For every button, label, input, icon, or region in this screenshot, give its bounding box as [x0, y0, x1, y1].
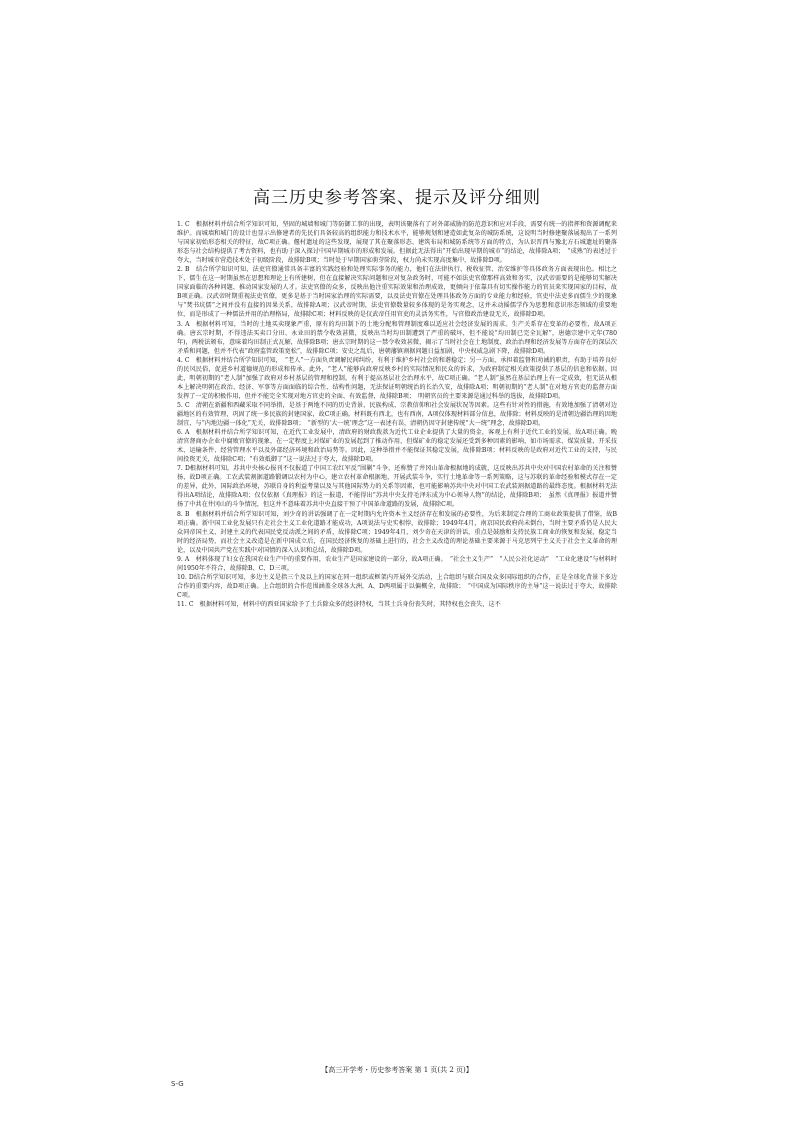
answer-item-1: 1. C 根据材料并结合所学知识可知，坚固的城墙和城门等防御工事的出现，表明该聚落有了对外部威胁的防范意识和应对手段，需要有统一的指挥和资源调配来维护。而城墙和城门的设计也显示出修建者的先民们具备较高的组织能力和技术水平，能够规划和建造如此复杂的城防系统，这说明当时修建聚落展现出了一系列与国家初始形态相关的特征，故C项正确。偃村遗址的这些发现，展现了其在聚落形态、建筑布局和城防系统等方面的特点，为认识晋西与豫北方石城遗址的聚落形态与社会结构提供了考古资料，也有助于深入探讨中国早期城市的形成和发展。但据此无法得出“开始出现早期的城市”的结论，故排除A项； “成熟”的表述过于夸大，当时城市营造技术处于初级阶段，故排除B项；当时处于早期国家萌芽阶段，权力尚未实现高度集中，故排除D项。	[177, 221, 617, 265]
answer-item-11: 11. C 根据材料可知，材料中的西亚国家给予了土兵除众多的经济特权，当其士兵身份丧失时，其特权也会丧失，这不	[177, 600, 501, 608]
page-code: S-G	[171, 1080, 184, 1088]
answer-item-3: 3. A 根据材料可知，当时的土地买卖现象严重，原有的均田制下的土地分配和管理制度难以适应社会经济发展的需求。生产关系存在变革的必要性，故A项正确。唐玄宗时期，不得违法买卖口分田、永业田的禁令收效甚微，反映出当时均田制遭到了严重的破坏，但不能说“均田制已完全瓦解”，唐德宗建中元年(780年)，两税法颁布，意味着均田制正式瓦解，故排除B项；唐玄宗时期的这一禁令收效甚微，揭示了当时社会在土地制度、政治治理和经济发展等方面存在的深层次矛盾和问题，但并不代表“政府监管政策宽松”，故排除C项；安史之乱后，唐朝藩镇割据问题日益加剧，中央权威急剧下降，故排除D项。	[177, 320, 617, 355]
answer-item-2: 2. B 结合所学知识可知，法吏官僚通常具备丰富的实践经验和处理实际事务的能力，他们在法律执行、税收征管、治安维护等具体政务方面表现出色。相比之下，儒生在这一时期虽然在思想和理论上有所建树，但在直接解决实际问题和应对复杂政务时，可能不如法吏官僚那样高效和务实，汉武帝需要的是能够切实解决国家面临的各种问题、推动国家发展的人才。法吏官僚的众多，反映出他注重实际效果和治理成效，更倾向于依靠具有切实操作能力的官员来实现国家的目标，故B项正确。汉武帝时期重视法吏官僚，更多是基于当时国家治理的实际需要，以及法吏官僚在处理具体政务方面的专业能力和经验，官吏中法吏多而儒生少的现象与“焚书坑儒”之间并没有直接的因果关系，故排除A项；汉武帝时期，法吏官僚数量较多体现的是务实观念，这并未动摇儒学作为思想和意识形态领域的重要地位，而是形成了一种儒法并用的治理格局，故排除C项；材料反映的是仅武帝任用官吏的灵活务实性，与官僚政治建设无关，故排除D项。	[177, 266, 617, 319]
answer-item-8: 8. B 根据材料并结合所学知识可知，刘少奇的讲话强调了在一定时期内允许资本主义经济存在和发展的必要性，为后来制定合理的工商业政策提供了借鉴，故B项正确。新中国工业化发展只有走社会主义工业化道路才能成功，A项说法与史实相悖，故排除；1949年4月，南京国民政府尚未倒台，当时主要矛盾仍是人民大众同帝国主义、封建主义的代表国民党反动派之间的矛盾，故排除C项；1949年4月，刘少奇在天津的讲话，重点是鼓励和支持民族工商业的恢复和发展，稳定当时的经济局势，而社会主义改造是在新中国成立后，在国民经济恢复的基础上进行的，社会主义改造的理论基础主要来源于马克思列宁主义关于社会主义革命的理论，以及中国共产党在实践中对国情的深入认识和总结，故排除D项。	[177, 510, 617, 554]
answer-item-10: 10. D结合所学知识可知，多边主义是指三个及以上的国家在同一组织或框架内开展外交活动，上合组织与联合国及众多国际组织的合作，正是全球化背景下多边合作的重要内容，故D项正确。上合组织的合作范围涵盖全球各大洲，A、D两项属于以偏概全，故排除； “中国成为国际秩序的主导”这一说法过于夸大，故排除C项。	[177, 573, 617, 599]
answer-item-6: 6. A 根据材料并结合所学知识可知，在近代工业发展中，清政府的财政拨款为近代工业企业提供了大量的资金，客观上有利于近代工业的发展，故A项正确。晚清官督商办企业中腐败官僚的现象，在一定程度上对煤矿业的发展起到了推动作用，但煤矿业的稳定发展还受到多种因素的影响，如市场需求、煤炭质量、开采技术、运输条件、经营管理水平以及外部经济环境和政治局势等。因此，这种举措并不能保证其稳定发展，故排除B项；材料反映的是政府对近代工业的支持，与民间投资无关，故排除C项；“有效抵御了”这一说法过于夸大，故排除D项。	[177, 429, 617, 464]
answer-item-9: 9. A 材料体现了妇女在我国农业生产中的重要作用，农业生产是国家建设的一部分，故A项正确。 “社会主义生产” “人民公社化运动” “工业化建设”与材料时间1950年不符合，故排除B、C、D三项。	[177, 555, 617, 572]
answer-item-5: 5. C 清朝在新疆和西藏采取不同举措，是基于两地不同的历史背景、民族构成、宗教信仰和社会发展状况等因素。这些有针对性的措施，有效地加强了清朝对边疆地区的有效管理，巩固了统一多民族的封建国家，故C项正确。材料既有西北，也有西南，A项仅体现材料部分信息，故排除；材料反映的是清朝边疆治理的因地制宜，与“内地边疆一体化”无关，故排除B项； “新型的‘大一统’理念”这一表述有误，清朝仍因守封建传统“大一统”理念，故排除D项。	[177, 401, 617, 428]
answer-item-7: 7. D根据材料可知，苏共中央核心报刊不仅报道了中国工农红军反“围剿”斗争，还称赞了井冈山革命根据地的成就，这反映出苏共中央对中国农村革命的关注和赞扬，故D项正确。工农武装割据道路锻调以农村为中心，建立农村革命根据地，开展武装斗争，实行土地革命等一系列策略，这与苏联的革命经验和模式存在一定的差异，此外，国际政治环境，苏联自身的利益考量以及与其他国际势力的关系等因素，也可能影响苏共中央对中国工农武装割据道路的最终态度。根据材料无法得出A项结论，故排除A项；仅仅依据《真理报》的这一报道，不能得出“苏共中央支持毛泽东成为中心领导人物”的结论，故排除B项； 虽然《真理报》报道并赞扬了中共在井冈山的斗争情况，但这并不意味着苏共中央直接干预了中国革命道路的发展，故排除C项。	[177, 465, 617, 509]
page-footer: 【高三开学考・历史参考答案 第 1 页(共 2 页)】	[321, 1066, 473, 1074]
page-title: 高三历史参考答案、提示及评分细则	[253, 188, 541, 208]
answer-item-4: 4. C 根据材料并结合所学知识可知， “老人”一方面负责调解民间纠纷，有利于维护乡村社会的和谐稳定；另一方面，承担着监督和劝诫的职责，有助于培养良好的民风民俗，促进乡村道德规范的形成和传承。此外，“老人”能够向政府反映乡村的实际情况和民众的诉求，为政府制定相关政策提供了基层的信息和依据。因此，明朝初期的“老人制”加强了政府对乡村基层的管理和控制，有利于提高基层社会治理水平，故C项正确。“老人制”虽然在基层治理上有一定成效，但无法从根本上解决明朝在政治、经济、军事等方面面临的综合性、结构性问题，无法保证明朝统治的长治久安，故排除A项；明朝初期的“老人制”在对地方官吏的监督方面发挥了一定的积极作用，但并不能完全实现对地方官吏的全面、有效监督，故排除B项； 明朝官员的主要来源是通过科举的选拔，故排除D项。	[177, 356, 617, 400]
answer-list	[177, 220, 617, 609]
